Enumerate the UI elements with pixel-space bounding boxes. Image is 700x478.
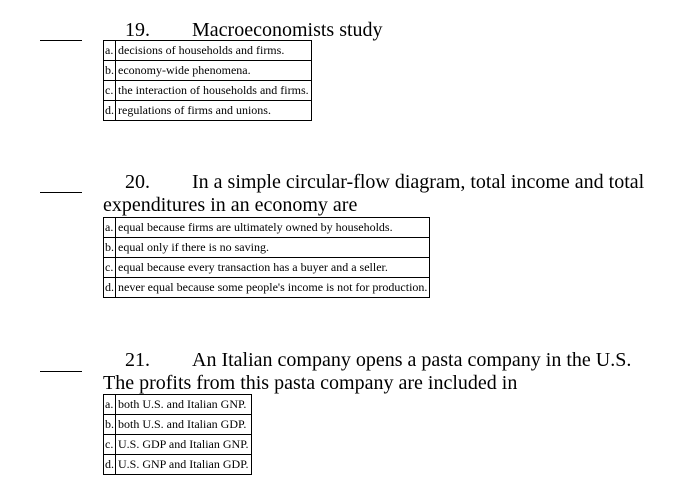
option-text: equal because every transaction has a buyer and a seller.	[116, 258, 430, 278]
question-stem-21-line2: The profits from this pasta company are included in	[103, 372, 518, 394]
option-text: U.S. GNP and Italian GDP.	[116, 455, 252, 475]
question-stem-20-line2: expenditures in an economy are	[103, 194, 358, 216]
question-number-21: 21.	[125, 349, 150, 371]
options-table-20	[103, 217, 430, 298]
answer-blank-20[interactable]	[40, 192, 82, 193]
option-row[interactable]	[104, 238, 430, 258]
option-row[interactable]	[104, 81, 312, 101]
option-letter: a.	[104, 41, 116, 61]
option-letter: c.	[104, 435, 116, 455]
option-letter: c.	[104, 258, 116, 278]
option-row[interactable]	[104, 41, 312, 61]
option-text: decisions of households and firms.	[116, 41, 312, 61]
option-text: the interaction of households and firms.	[116, 81, 312, 101]
option-row[interactable]	[104, 218, 430, 238]
option-letter: b.	[104, 238, 116, 258]
option-text: never equal because some people's income is not for production.	[116, 278, 430, 298]
option-letter: a.	[104, 218, 116, 238]
option-row[interactable]	[104, 258, 430, 278]
question-stem-21-line1: An Italian company opens a pasta company in the U.S.	[192, 349, 632, 371]
answer-blank-21[interactable]	[40, 371, 82, 372]
option-text: regulations of firms and unions.	[116, 101, 312, 121]
option-letter: d.	[104, 278, 116, 298]
option-text: equal because firms are ultimately owned by households.	[116, 218, 430, 238]
question-number-19: 19.	[125, 19, 150, 41]
option-row[interactable]	[104, 395, 252, 415]
option-letter: d.	[104, 101, 116, 121]
options-table-19	[103, 40, 312, 121]
option-letter: b.	[104, 61, 116, 81]
options-table-21	[103, 394, 252, 475]
option-row[interactable]	[104, 435, 252, 455]
option-text: U.S. GDP and Italian GNP.	[116, 435, 252, 455]
question-stem-20-line1: In a simple circular-flow diagram, total income and total	[192, 171, 645, 193]
option-letter: b.	[104, 415, 116, 435]
option-letter: c.	[104, 81, 116, 101]
option-row[interactable]	[104, 415, 252, 435]
option-text: both U.S. and Italian GDP.	[116, 415, 252, 435]
option-letter: d.	[104, 455, 116, 475]
option-text: economy-wide phenomena.	[116, 61, 312, 81]
option-row[interactable]	[104, 61, 312, 81]
option-text: equal only if there is no saving.	[116, 238, 430, 258]
question-stem-19: Macroeconomists study	[192, 19, 383, 41]
answer-blank-19[interactable]	[40, 40, 82, 41]
option-row[interactable]	[104, 101, 312, 121]
option-text: both U.S. and Italian GNP.	[116, 395, 252, 415]
option-row[interactable]	[104, 278, 430, 298]
option-letter: a.	[104, 395, 116, 415]
option-row[interactable]	[104, 455, 252, 475]
question-number-20: 20.	[125, 171, 150, 193]
